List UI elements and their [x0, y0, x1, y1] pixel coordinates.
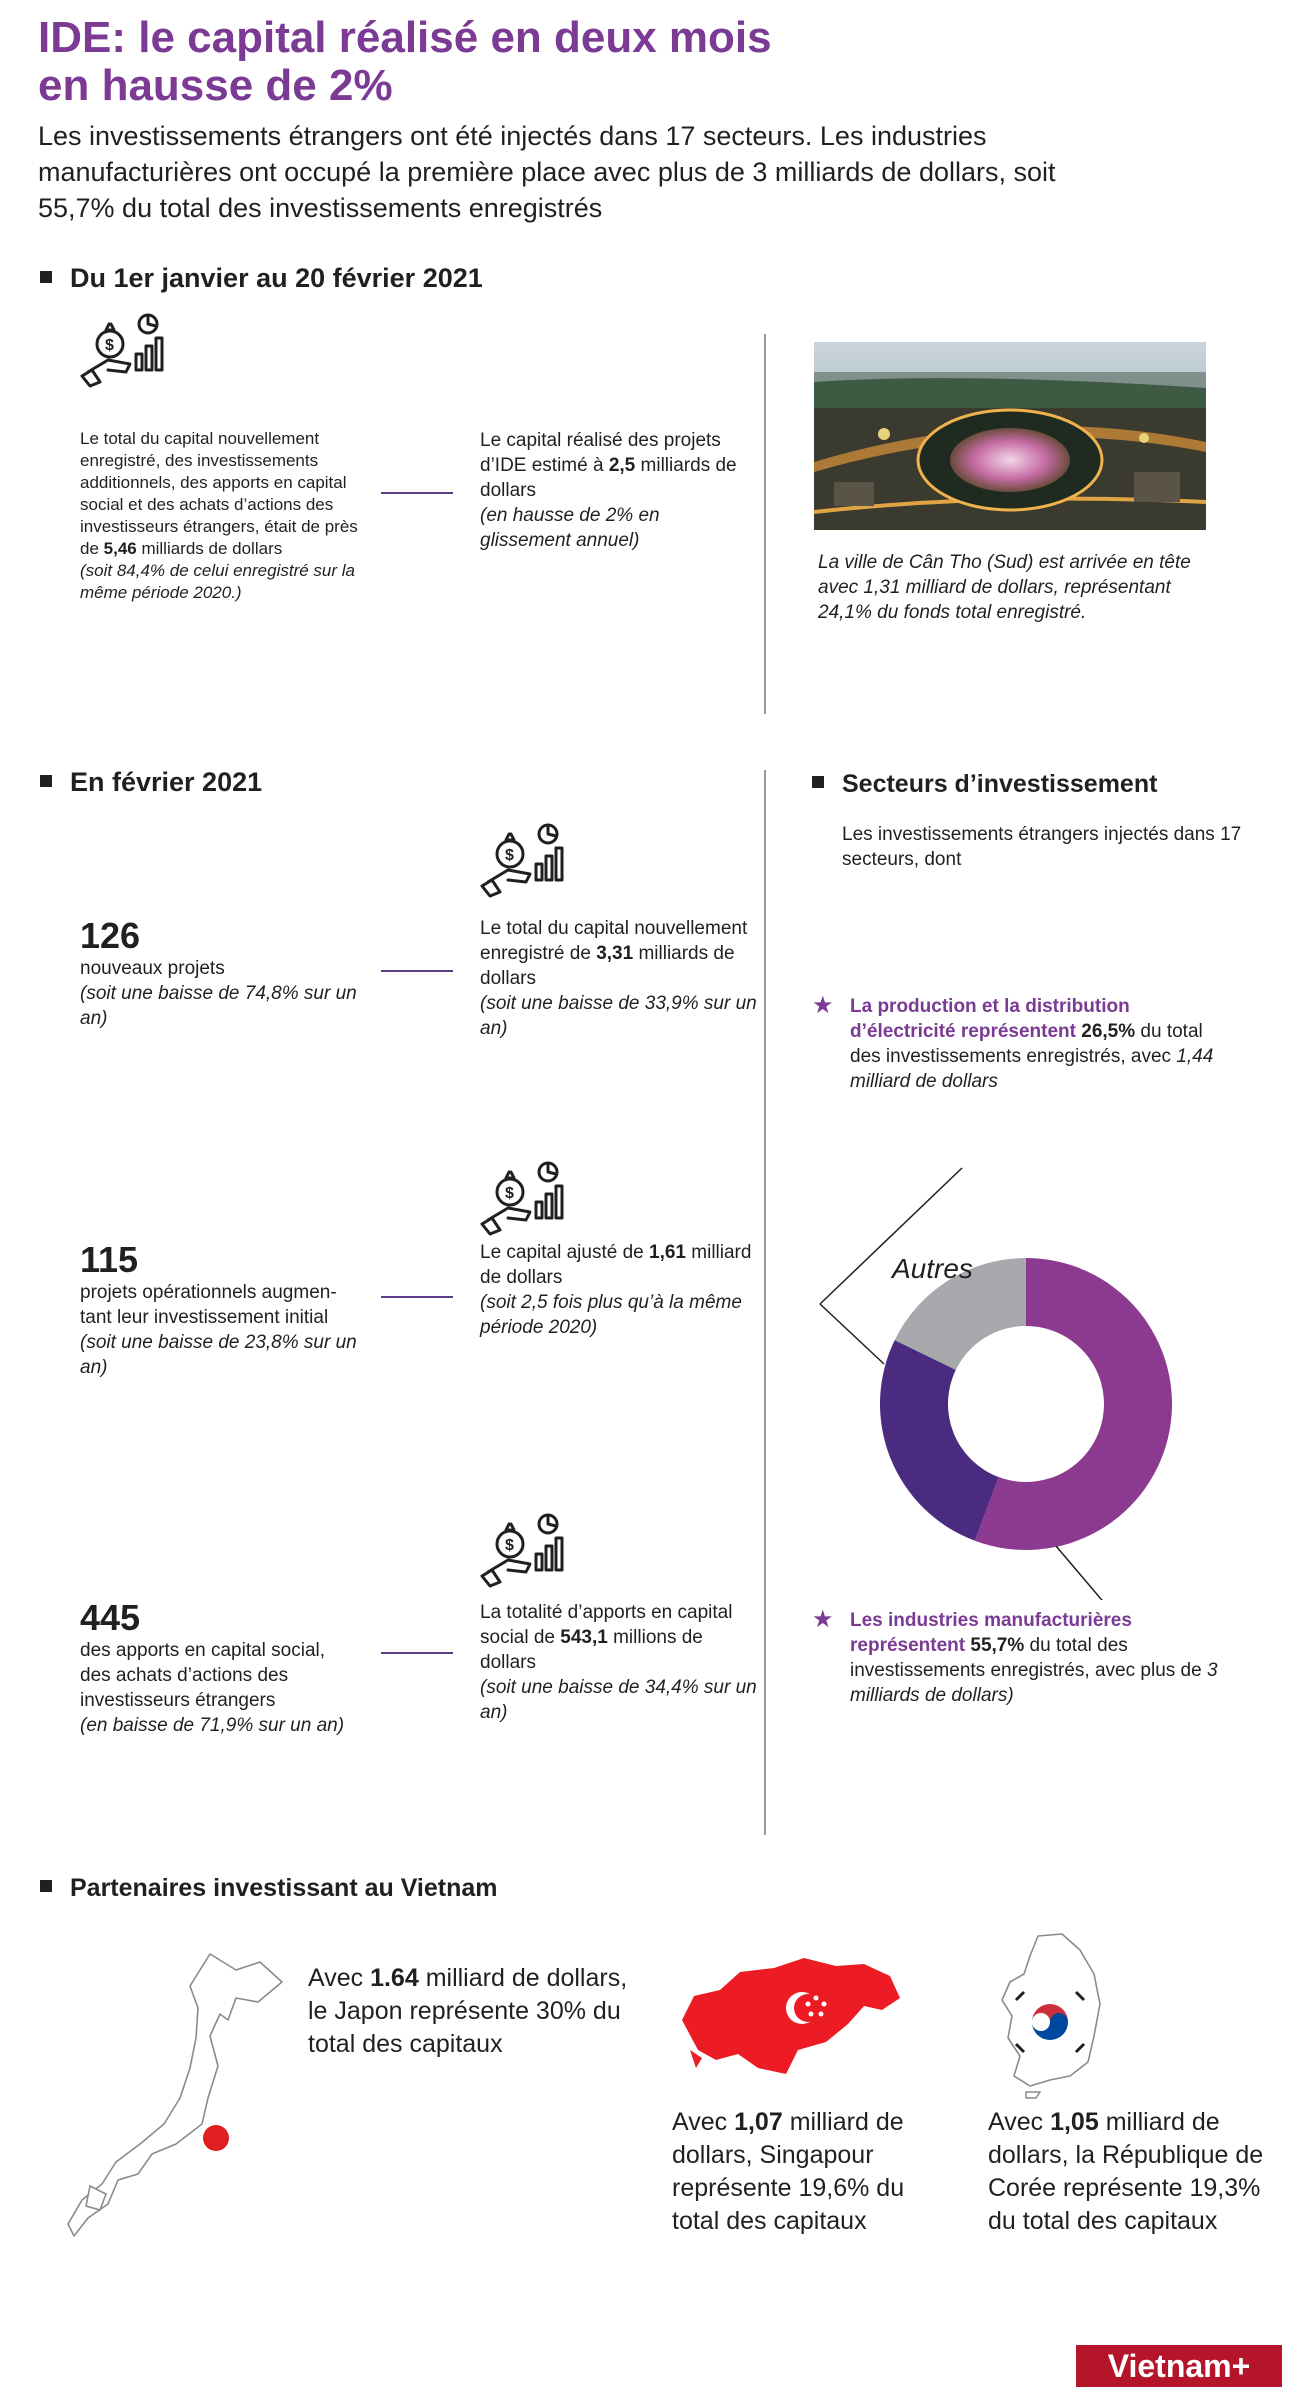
japan-text-b: milliard de dollars, le Japon représente 30% du total des capitaux	[308, 1964, 628, 2058]
stat-note: (en baisse de 71,9% sur un an)	[80, 1715, 345, 1736]
svg-text:$: $	[505, 1185, 514, 1202]
partners-heading-text: Partenaires investissant au Vietnam	[70, 1874, 498, 1902]
feb-row-2-left	[80, 1240, 360, 1380]
japan-map	[60, 1948, 300, 2248]
section1-left-note: (soit 84,4% de celui enregistré sur la même période 2020.)	[80, 561, 355, 602]
korea-text-a: Avec	[988, 2108, 1051, 2136]
vietnamplus-logo: Vietnam+	[1076, 2345, 1282, 2387]
singapore-text-b: milliard de dollars, Singapour représente 19,6% du total des capitaux	[672, 2108, 905, 2235]
feb-row-3-right	[480, 1600, 762, 1725]
sectors-heading-text: Secteurs d’investissement	[842, 770, 1158, 798]
partner-singapore-text	[672, 2106, 942, 2238]
manufacturing-leader-line	[1056, 1546, 1112, 1600]
page-title	[38, 14, 1238, 110]
stat-number: 445	[80, 1597, 141, 1638]
donut-slice-1	[880, 1340, 999, 1541]
autres-label: Autres	[892, 1253, 973, 1284]
svg-text:$: $	[505, 1537, 514, 1554]
section1-left-text-a: Le total du capital nouvellement enregistré, des investissements additionnels, des apports en capital social et des achats d’actions des investisseurs étrangers, était de près de	[80, 429, 358, 558]
bullet-square-icon	[40, 271, 52, 283]
bullet-square-icon	[812, 776, 824, 788]
section2-heading-text: En février 2021	[70, 767, 263, 797]
section1-mid-note: (en hausse de 2% en glissement annuel)	[480, 505, 660, 551]
partners-heading	[40, 1872, 498, 1904]
japan-value: 1.64	[370, 1964, 419, 1992]
title-line-2: en hausse de 2%	[38, 61, 393, 110]
singapore-map	[676, 1950, 906, 2090]
stat-label: des apports en capital social, des achats d’actions des investisseurs étrangers	[80, 1640, 326, 1711]
sector-electricity	[850, 994, 1230, 1094]
donut-slices	[880, 1258, 1172, 1550]
partner-korea-text	[988, 2106, 1278, 2238]
stat-right-value: 543,1	[560, 1627, 608, 1648]
section1-mid-block	[480, 428, 755, 553]
sector-manufacturing-label: Les industries manufacturières représentent	[850, 1610, 1132, 1656]
section2-heading	[40, 766, 262, 798]
money-hand-icon	[478, 822, 568, 898]
divider-vertical-2	[764, 770, 766, 1835]
stat-right-text-b: milliard de dollars	[480, 1242, 752, 1288]
bullet-square-icon	[40, 775, 52, 787]
autres-leader-line	[820, 1304, 884, 1364]
partner-japan-text	[308, 1962, 638, 2061]
section1-mid-text-b: milliards de dollars	[480, 455, 737, 501]
stat-note: (soit une baisse de 23,8% sur un an)	[80, 1332, 357, 1378]
section1-left-text-b: milliards de dollars	[136, 539, 283, 558]
singapore-value: 1,07	[734, 2108, 783, 2136]
stat-note: (soit une baisse de 74,8% sur un an)	[80, 983, 357, 1029]
stat-right-text-b: millions de dollars	[480, 1627, 703, 1673]
connector-line	[381, 492, 453, 494]
photo-caption: La ville de Cân Tho (Sud) est arrivée en tête avec 1,31 milliard de dollars, représentant 24,1% du fonds total enregistré.	[818, 552, 1191, 623]
stat-right-note: (soit une baisse de 33,9% sur un an)	[480, 993, 757, 1039]
feb-row-1-left	[80, 916, 360, 1031]
stat-right-text-a: La totalité d’apports en capital social de	[480, 1602, 733, 1648]
sector-manufacturing	[850, 1608, 1240, 1708]
sector-electricity-label: La production et la distribution d’électricité représentent	[850, 996, 1130, 1042]
sector-donut-chart	[810, 1160, 1230, 1600]
korea-text-b: milliard de dollars, la République de Corée représente 19,3% du total des capitaux	[988, 2108, 1264, 2235]
stat-right-value: 3,31	[596, 943, 634, 964]
stat-right-note: (soit 2,5 fois plus qu’à la même période 2020)	[480, 1292, 742, 1338]
connector-line	[381, 1652, 453, 1654]
feb-row-2-right	[480, 1240, 762, 1340]
can-tho-city-photo	[814, 342, 1206, 530]
sectors-intro: Les investissements étrangers injectés dans 17 secteurs, dont	[842, 824, 1242, 870]
stat-right-note: (soit une baisse de 34,4% sur un an)	[480, 1677, 757, 1723]
section1-mid-text-a: Le capital réalisé des projets d’IDE estimé à	[480, 430, 721, 476]
stat-label: projets opérationnels augmen- tant leur investissement initial	[80, 1282, 337, 1328]
sector-electricity-text: du total des investissements enregistrés, avec	[850, 1021, 1203, 1067]
page-subtitle: Les investissements étrangers ont été injectés dans 17 secteurs. Les industries manufacturières ont occupé la première place avec plus de 3 milliards de dollars, soit 55,7% du total des investissements enregistrés	[38, 121, 1056, 223]
japan-red-dot	[203, 2125, 229, 2151]
bullet-square-icon	[40, 1880, 52, 1892]
stat-right-text-a: Le total du capital nouvellement enregistré de	[480, 918, 748, 964]
sector-manufacturing-text: du total des investissements enregistrés, avec plus de	[850, 1635, 1207, 1681]
korea-value: 1,05	[1050, 2108, 1099, 2136]
connector-line	[381, 970, 453, 972]
section1-left-value: 5,46	[103, 539, 137, 558]
stat-label: nouveaux projets	[80, 958, 225, 979]
singapore-text-a: Avec	[672, 2108, 735, 2136]
section1-heading	[40, 262, 483, 294]
korea-map	[990, 1930, 1110, 2100]
stat-right-text-a: Le capital ajusté de	[480, 1242, 650, 1263]
section1-heading-text: Du 1er janvier au 20 février 2021	[70, 263, 483, 293]
feb-row-3-left	[80, 1598, 360, 1738]
section1-left-block	[80, 428, 365, 604]
star-icon: ★	[812, 1606, 834, 1633]
sector-manufacturing-pct: 55,7%	[970, 1635, 1025, 1656]
stat-right-text-b: milliards de dollars	[480, 943, 735, 989]
sector-manufacturing-amount: 3 milliards de dollars)	[850, 1660, 1218, 1706]
section1-mid-value: 2,5	[608, 455, 636, 476]
feb-row-1-right	[480, 916, 762, 1041]
stat-number: 126	[80, 915, 141, 956]
connector-line	[381, 1296, 453, 1298]
money-hand-icon	[478, 1160, 568, 1236]
title-line-1: IDE: le capital réalisé en deux mois	[38, 13, 772, 62]
stat-number: 115	[80, 1239, 139, 1280]
divider-vertical-1	[764, 334, 766, 714]
japan-text-a: Avec	[308, 1964, 371, 1992]
star-icon: ★	[812, 992, 834, 1019]
sector-electricity-amount: 1,44 milliard de dollars	[850, 1046, 1214, 1092]
sector-electricity-pct: 26,5%	[1081, 1021, 1136, 1042]
money-hand-icon	[478, 1512, 568, 1588]
svg-text:$: $	[505, 847, 514, 864]
sectors-heading	[812, 768, 1157, 800]
stat-right-value: 1,61	[649, 1242, 686, 1263]
svg-text:$: $	[105, 337, 114, 354]
money-hand-icon	[78, 312, 168, 388]
